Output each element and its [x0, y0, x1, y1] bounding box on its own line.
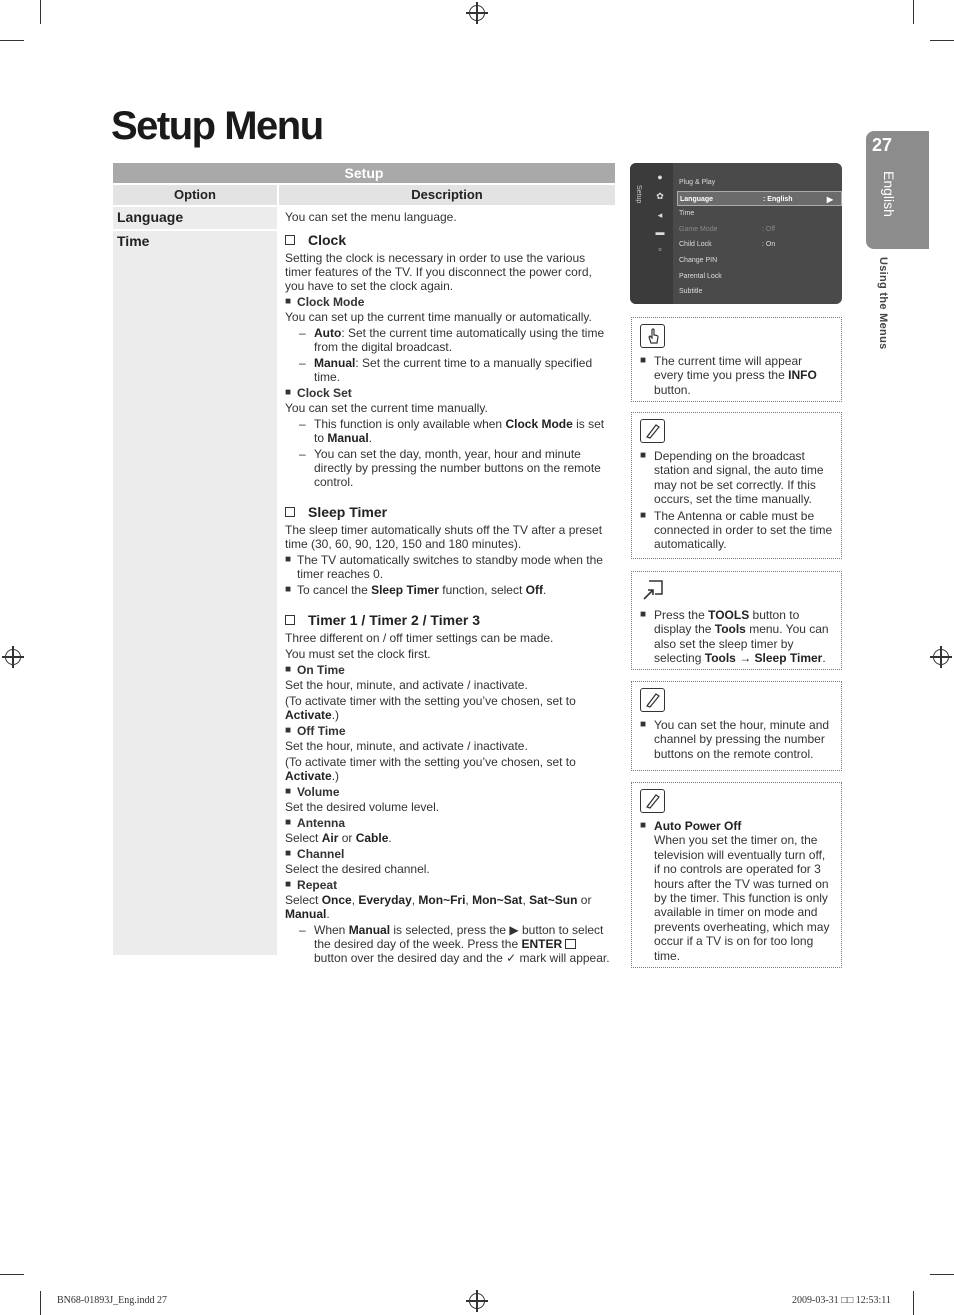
option-time: Time — [113, 231, 277, 955]
clock-mode-text: You can set up the current time manually or automatically. — [285, 310, 592, 324]
sleep-bullet-2: ■ To cancel the Sleep Timer function, select Off. — [285, 583, 611, 597]
antenna-text: Select Air or Cable. — [285, 831, 392, 845]
section-heading-timer: Timer 1 / Timer 2 / Timer 3 — [285, 613, 611, 627]
off-time-note: (To activate timer with the setting you’ve chosen, set to Activate.) — [285, 755, 576, 783]
on-time-text: Set the hour, minute, and activate / inactivate. — [285, 678, 528, 692]
repeat-title: ■ Repeat — [285, 878, 611, 892]
repeat-note: – When Manual is selected, press the ▶ button to select the desired day of the week. Press the ENTER button over the desired day and the ✓ mark will appear. — [299, 923, 610, 965]
table-row-language — [113, 207, 615, 229]
osd-item-parental-lock: Parental Lock — [679, 272, 722, 280]
osd-item-time: Time — [679, 210, 695, 218]
enter-icon — [565, 939, 576, 949]
application-icon: ▬ — [655, 227, 665, 237]
note-bullet: ■ The current time will appear every time you press the INFO button. — [640, 354, 833, 397]
input-icon: ◂ — [657, 210, 663, 220]
osd-item-game-mode: Game Mode : Off — [679, 225, 776, 233]
antenna-title: ■ Antenna — [285, 816, 611, 830]
table-header: Setup — [113, 163, 615, 183]
osd-item-subtitle: Subtitle — [679, 288, 703, 296]
checkbox-icon — [285, 615, 295, 625]
crop-mark — [0, 1274, 24, 1275]
off-time-title: ■ Off Time — [285, 724, 611, 738]
note-bullet: ■ Depending on the broadcast station and signal, the auto time may not be set correctly. If this occurs, set the time manually. — [640, 449, 833, 507]
tools-icon — [640, 578, 665, 602]
note-info-button — [631, 317, 842, 402]
osd-side-label: Setup — [635, 185, 642, 204]
page-number: 27 — [872, 135, 893, 155]
volume-text: Set the desired volume level. — [285, 800, 440, 814]
option-language: Language — [113, 207, 277, 229]
note-timer-channel — [631, 681, 842, 771]
timer-intro-1: Three different on / off timer settings can be made. — [285, 631, 554, 645]
registration-mark-icon — [469, 5, 485, 21]
description-time — [279, 231, 615, 965]
crop-mark — [913, 0, 914, 24]
osd-item-child-lock: Child Lock : On — [679, 241, 776, 249]
clock-set-title: ■ Clock Set — [285, 386, 611, 400]
clock-set-note-2: – You can set the day, month, year, hour and minute directly by pressing the number buttons on the remote control. — [299, 447, 601, 489]
arrow-right-icon: ▶ — [826, 194, 833, 204]
on-time-note: (To activate timer with the setting you’ve chosen, set to Activate.) — [285, 694, 576, 722]
hand-press-icon — [640, 324, 665, 348]
volume-title: ■ Volume — [285, 785, 611, 799]
on-time-title: ■ On Time — [285, 663, 611, 677]
picture-icon: ● — [657, 172, 663, 182]
note-bullet: ■ Auto Power Off When you set the timer on, the television will eventually turn off, if no controls are operated for 3 hours after the TV was turned on by the timer. This function is only available in timer on mode and prevents overheating, which may occur if a TV is on for too long time. — [640, 819, 833, 963]
osd-item-language: Language : English ▶ — [677, 191, 842, 207]
checkbox-icon — [285, 235, 295, 245]
section-label: Using the Menus — [877, 257, 889, 350]
note-bullet: ■ Press the TOOLS button to display the Tools menu. You can also set the sleep timer by selecting Tools → Sleep Timer. — [640, 608, 833, 666]
off-time-text: Set the hour, minute, and activate / inactivate. — [285, 739, 528, 753]
crop-mark — [930, 40, 954, 41]
footer-file: BN68-01893J_Eng.indd 27 — [57, 1295, 167, 1306]
clock-intro: Setting the clock is necessary in order to use the various timer features of the TV. If you disconnect the power cord, you have to set the clock again. — [285, 251, 592, 293]
note-tools-button — [631, 571, 842, 670]
registration-mark-icon — [933, 649, 949, 665]
osd-menu-list — [677, 175, 842, 300]
clock-set-note-1: – This function is only available when Clock Mode is set to Manual. — [299, 417, 605, 445]
description-language: You can set the menu language. — [285, 210, 457, 224]
note-bullet: ■ You can set the hour, minute and channel by pressing the number buttons on the remote control. — [640, 718, 833, 761]
clock-mode-title: ■ Clock Mode — [285, 295, 611, 309]
memo-pencil-icon — [640, 688, 665, 712]
section-heading-clock: Clock — [285, 233, 611, 247]
crop-mark — [913, 1291, 914, 1315]
sleep-bullet-1: ■ The TV automatically switches to standby mode when the timer reaches 0. — [285, 553, 611, 581]
note-auto-time — [631, 412, 842, 559]
page-tab — [866, 131, 929, 249]
channel-title: ■ Channel — [285, 847, 611, 861]
language-label: English — [881, 171, 897, 217]
memo-pencil-icon — [640, 789, 665, 813]
clock-set-text: You can set the current time manually. — [285, 401, 488, 415]
column-header-option: Option — [113, 185, 277, 205]
checkbox-icon — [285, 507, 295, 517]
footer-timestamp: 2009-03-31 □□ 12:53:11 — [792, 1295, 891, 1306]
table-row-time — [113, 231, 615, 965]
repeat-text: Select Once, Everyday, Mon~Fri, Mon~Sat, Sat~Sun or Manual. — [285, 893, 592, 921]
crop-mark — [0, 40, 24, 41]
support-icon: ▫ — [658, 244, 662, 254]
registration-mark-icon — [5, 649, 21, 665]
channel-text: Select the desired channel. — [285, 862, 430, 876]
crop-mark — [930, 1274, 954, 1275]
clock-mode-auto: – Auto: Set the current time automatically using the time from the digital broadcast. — [299, 326, 605, 354]
registration-mark-icon — [469, 1293, 485, 1309]
clock-mode-manual: – Manual: Set the current time to a manually specified time. — [299, 356, 593, 384]
sleep-intro: The sleep timer automatically shuts off the TV after a preset time (30, 60, 90, 120, 150 and 180 minutes). — [285, 523, 603, 551]
table-column-headers — [113, 185, 615, 205]
timer-intro-2: You must set the clock first. — [285, 647, 431, 661]
tv-menu-screenshot — [630, 163, 842, 304]
crop-mark — [40, 0, 41, 24]
setup-table — [113, 163, 615, 965]
osd-item-change-pin: Change PIN — [679, 256, 718, 264]
column-header-description: Description — [279, 185, 615, 205]
page-title: Setup Menu — [111, 104, 323, 148]
note-auto-power-off — [631, 782, 842, 968]
section-heading-sleep-timer: Sleep Timer — [285, 505, 611, 519]
crop-mark — [40, 1291, 41, 1315]
note-bullet: ■ The Antenna or cable must be connected in order to set the time automatically. — [640, 509, 833, 552]
osd-item-plug-play: Plug & Play — [679, 179, 716, 186]
check-icon: ✓ — [506, 951, 517, 965]
memo-pencil-icon — [640, 419, 665, 443]
setup-gear-icon: ✿ — [656, 191, 664, 201]
